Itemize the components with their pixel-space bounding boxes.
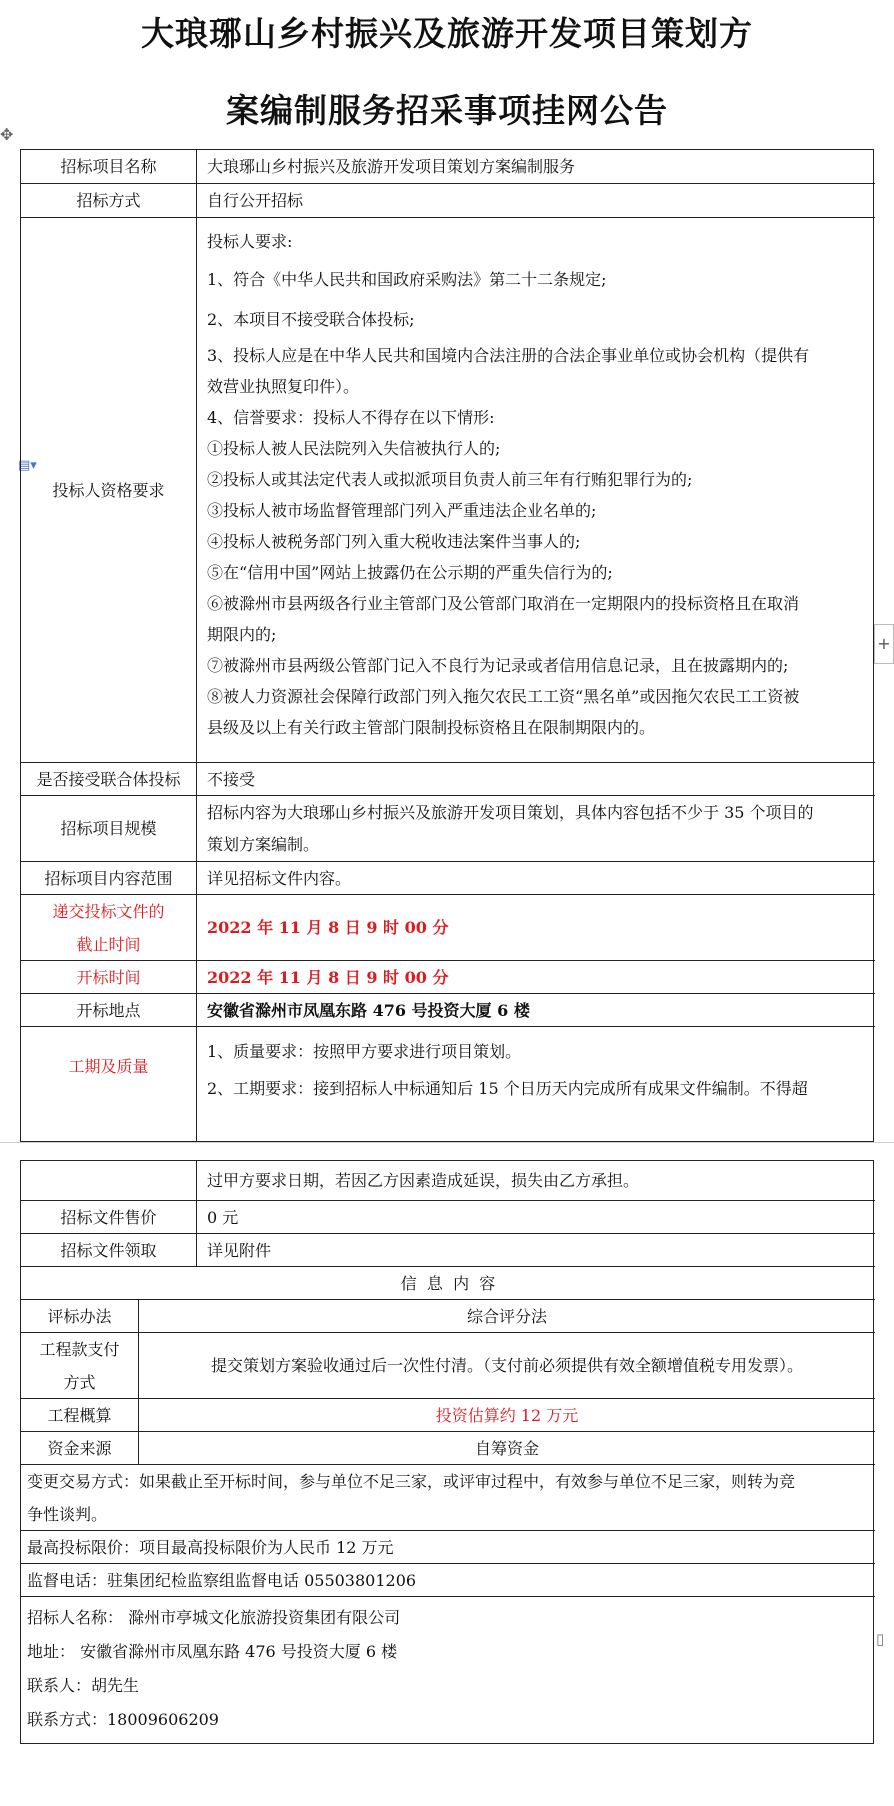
method-value: 自行公开招标: [197, 184, 875, 218]
qualification-line: ⑥被滁州市县两级各行业主管部门及公管部门取消在一定期限内的投标资格且在取消: [207, 594, 800, 613]
consortium-value: 不接受: [197, 763, 875, 796]
page-break: [0, 1142, 894, 1160]
contact-person: 联系人：胡先生: [27, 1676, 140, 1695]
location-label: 开标地点: [21, 994, 197, 1027]
eval-value: 综合评分法: [139, 1300, 875, 1333]
qualification-line: ①投标人被人民法院列入失信被执行人的;: [207, 439, 501, 458]
contact-block: [21, 1597, 875, 1745]
payment-value: 提交策划方案验收通过后一次性付清。（支付前必须提供有效全额增值税专用发票）。: [139, 1333, 875, 1399]
address: 地址： 安徽省滁州市凤凰东路 476 号投资大厦 6 楼: [27, 1642, 398, 1661]
opening-value: 2022 年 11 月 8 日 9 时 00 分: [197, 961, 875, 994]
budget-label: 工程概算: [21, 1399, 139, 1432]
deadline-label-line1: 递交投标文件的: [52, 901, 165, 921]
doc-price-label: 招标文件售价: [21, 1201, 197, 1234]
quality-label: 工期及质量: [21, 1027, 197, 1143]
qualification-line: ⑧被人力资源社会保障行政部门列入拖欠农民工工资“黑名单”或因拖欠农民工工资被: [207, 687, 800, 706]
scale-content: [197, 796, 875, 862]
max-price: 最高投标限价：项目最高投标限价为人民币 12 万元: [21, 1531, 875, 1564]
consortium-label: 是否接受联合体投标: [21, 763, 197, 796]
opening-label: 开标时间: [21, 961, 197, 994]
quality-line: 1、质量要求：按照甲方要求进行项目策划。: [207, 1042, 522, 1061]
payment-label: 工程款支付 方式: [21, 1333, 139, 1399]
move-handle-icon[interactable]: ✥: [0, 125, 14, 144]
change-method: 变更交易方式：如果截止至开标时间，参与单位不足三家，或评审过程中，有效参与单位不足三家，则转为竞 争性谈判。: [21, 1465, 875, 1531]
doc-price-value: 0 元: [197, 1201, 875, 1234]
clipboard-icon[interactable]: ▯: [876, 1630, 885, 1648]
scope-label: 招标项目内容范围: [21, 862, 197, 895]
qualification-label: 投标人资格要求: [21, 218, 197, 763]
scale-label: 招标项目规模: [21, 796, 197, 862]
quality-line: 2、工期要求：接到招标人中标通知后 15 个日历天内完成所有成果文件编制。不得超: [207, 1079, 808, 1098]
qualification-content: [197, 218, 875, 763]
budget-value: 投资估算约 12 万元: [139, 1399, 875, 1432]
quality-label-continued: [21, 1161, 197, 1201]
doc-get-label: 招标文件领取: [21, 1234, 197, 1267]
tenderee-name: 招标人名称： 滁州市亭城文化旅游投资集团有限公司: [27, 1608, 401, 1627]
document-title-line2: 案编制服务招采事项挂网公告: [226, 91, 668, 130]
quality-continued: 过甲方要求日期，若因乙方因素造成延误，损失由乙方承担。: [197, 1161, 875, 1201]
deadline-label-line2: 截止时间: [76, 934, 141, 954]
location-value: 安徽省滁州市凤凰东路 476 号投资大厦 6 楼: [197, 994, 875, 1027]
method-label: 招标方式: [21, 184, 197, 218]
qualification-line: 1、符合《中华人民共和国政府采购法》第二十二条规定;: [207, 270, 607, 289]
contact-phone: 联系方式：18009606209: [27, 1710, 219, 1729]
qualification-line: 县级及以上有关行政主管部门限制投标资格且在限制期限内的。: [207, 718, 656, 737]
project-name-value: 大琅琊山乡村振兴及旅游开发项目策划方案编制服务: [197, 150, 875, 184]
scale-line: 招标内容为大琅琊山乡村振兴及旅游开发项目策划，具体内容包括不少于 35 个项目的: [207, 803, 814, 822]
qualification-line: 2、本项目不接受联合体投标;: [207, 310, 415, 329]
deadline-value: 2022 年 11 月 8 日 9 时 00 分: [197, 895, 875, 961]
eval-label: 评标办法: [21, 1300, 139, 1333]
document-title-line1: 大琅琊山乡村振兴及旅游开发项目策划方: [141, 14, 753, 53]
info-header: 信 息 内 容: [21, 1267, 875, 1300]
project-name-label: 招标项目名称: [21, 150, 197, 184]
qualification-line: 3、投标人应是在中华人民共和国境内合法注册的合法企事业单位或协会机构（提供有: [207, 346, 810, 365]
quality-content: [197, 1027, 875, 1143]
qualification-line: ⑤在“信用中国”网站上披露仍在公示期的严重失信行为的;: [207, 563, 613, 582]
tender-info-table-continued: [20, 1160, 874, 1744]
scope-value: 详见招标文件内容。: [197, 862, 875, 895]
qualification-line: ④投标人被税务部门列入重大税收违法案件当事人的;: [207, 532, 581, 551]
fund-label: 资金来源: [21, 1432, 139, 1465]
qualification-line: 期限内的;: [207, 625, 277, 644]
paste-options-icon[interactable]: ▤▾: [18, 458, 37, 473]
scale-line: 策划方案编制。: [207, 835, 320, 854]
qualification-line: ⑦被滁州市县两级公管部门记入不良行为记录或者信用信息记录，且在披露期内的;: [207, 656, 789, 675]
qualification-line: ②投标人或其法定代表人或拟派项目负责人前三年有行贿犯罪行为的;: [207, 470, 693, 489]
tender-info-table: [20, 149, 874, 1142]
fund-value: 自筹资金: [139, 1432, 875, 1465]
qualification-line: ③投标人被市场监督管理部门列入严重违法企业名单的;: [207, 501, 597, 520]
qualification-line: 4、信誉要求：投标人不得存在以下情形:: [207, 408, 495, 427]
supervise-phone: 监督电话：驻集团纪检监察组监督电话 05503801206: [21, 1564, 875, 1597]
qualification-line: 效营业执照复印件）。: [207, 377, 360, 396]
plus-icon[interactable]: +: [874, 624, 894, 664]
qualification-line: 投标人要求:: [207, 232, 293, 251]
doc-get-value: 详见附件: [197, 1234, 875, 1267]
deadline-label: [21, 895, 197, 961]
